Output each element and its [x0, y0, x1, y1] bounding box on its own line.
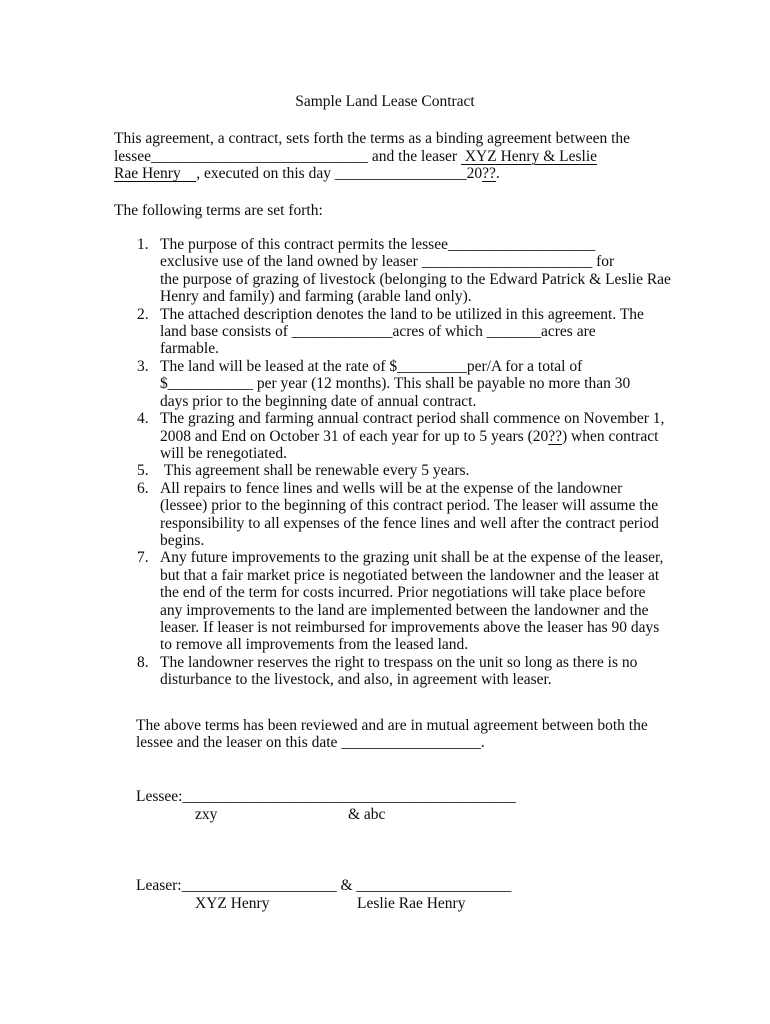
- text-segment: days prior to the beginning date of annual contract.: [160, 392, 477, 410]
- text-line: [160, 236, 671, 253]
- item-number: 4.: [137, 410, 149, 428]
- item-number: 6.: [137, 479, 149, 497]
- item-body: [160, 358, 670, 410]
- blank-field[interactable]: ___________________: [447, 236, 596, 254]
- text-line: [160, 306, 670, 323]
- text-segment: farmable.: [160, 340, 219, 358]
- leaser-coname-label: Leslie Rae Henry: [357, 894, 466, 912]
- text-segment: responsibility to all expenses of the fence lines and well after the contract period: [160, 514, 659, 532]
- blank-field[interactable]: _________________: [334, 165, 467, 183]
- text-line: [136, 788, 670, 805]
- text-line: [160, 410, 670, 427]
- text-segment: ) when contract: [562, 427, 659, 445]
- text-segment: will be renegotiated.: [160, 444, 287, 462]
- item-number: 5.: [137, 462, 149, 480]
- text-segment: Henry and family) and farming (arable land only).: [160, 288, 472, 306]
- text-segment: 20: [466, 165, 483, 183]
- text-line: [160, 654, 670, 671]
- blank-field[interactable]: __________________: [341, 734, 481, 751]
- blank-field[interactable]: ____________________: [356, 877, 512, 895]
- terms-list: [137, 236, 670, 689]
- lessee-signature-labels: [136, 806, 670, 823]
- text-segment: Any future improvements to the grazing unit shall be at the expense of the leaser,: [160, 549, 664, 567]
- term-item: [137, 480, 670, 550]
- text-line: [160, 602, 670, 619]
- term-item: [137, 236, 670, 306]
- text-line: [136, 734, 670, 751]
- blank-field[interactable]: _______: [486, 323, 541, 341]
- item-number: 2.: [137, 305, 149, 323]
- leaser-signature-labels: [136, 895, 670, 912]
- text-segment: 2008 and End on October 31 of each year for up to 5 years (20: [160, 427, 549, 445]
- term-item: [137, 358, 670, 410]
- item-body: [160, 480, 670, 550]
- text-segment: Leaser:: [136, 877, 182, 895]
- item-body: [160, 654, 670, 689]
- text-line: [160, 253, 671, 270]
- text-line: [160, 532, 670, 549]
- blank-field[interactable]: _________: [397, 357, 467, 375]
- text-line: [160, 428, 670, 445]
- item-number: 7.: [137, 549, 149, 567]
- text-segment: The landowner reserves the right to trespass on the unit so long as there is no: [160, 653, 638, 671]
- text-line: [160, 497, 670, 514]
- text-line: [160, 393, 670, 410]
- text-line: [160, 515, 670, 532]
- text-line: [136, 717, 670, 734]
- text-line: [160, 271, 671, 288]
- term-item: [137, 549, 670, 653]
- text-segment: but that a fair market price is negotiated between the landowner and the leaser at: [160, 566, 660, 584]
- text-line: [136, 877, 670, 894]
- filled-value: ??: [482, 165, 496, 183]
- closing-paragraph: [136, 717, 670, 752]
- text-segment: Lessee:: [136, 788, 183, 806]
- text-segment: disturbance to the livestock, and also, in agreement with leaser.: [160, 671, 552, 689]
- text-segment: , executed on this day: [196, 165, 335, 183]
- text-line: [160, 462, 670, 479]
- text-segment: (lessee) prior to the beginning of this contract period. The leaser will assume the: [160, 497, 659, 515]
- item-body: [160, 410, 670, 462]
- lessee-name-label: zxy: [195, 805, 218, 823]
- text-line: [160, 636, 670, 653]
- text-segment: the purpose of grazing of livestock (belonging to the Edward Patrick & Leslie Rae: [160, 270, 671, 288]
- text-segment: to remove all improvements from the leased land.: [160, 636, 469, 654]
- terms-heading: The following terms are set forth:: [114, 201, 323, 219]
- text-segment: All repairs to fence lines and wells will be at the expense of the landowner: [160, 479, 623, 497]
- text-line: [160, 619, 670, 636]
- item-body: [160, 236, 671, 306]
- term-item: [137, 462, 670, 479]
- leaser-name-label: XYZ Henry: [195, 894, 270, 912]
- item-body: [160, 549, 670, 653]
- item-number: 1.: [137, 236, 149, 254]
- text-segment: land base consists of: [160, 323, 292, 341]
- blank-field[interactable]: ____________________________: [151, 147, 369, 165]
- text-segment: This agreement shall be renewable every 5 years.: [160, 462, 470, 480]
- text-segment: the end of the term for costs incurred. Prior negotiations will take place before: [160, 584, 646, 602]
- text-line: [160, 480, 670, 497]
- text-segment: begins.: [160, 531, 205, 549]
- text-line: [160, 323, 670, 340]
- text-segment: lessee: [114, 147, 152, 165]
- lessee-coname-label: & abc: [348, 805, 386, 823]
- text-line: [160, 671, 670, 688]
- text-segment: and the leaser: [368, 147, 461, 165]
- text-line: [160, 549, 670, 566]
- text-line: [160, 340, 670, 357]
- text-line: [160, 288, 671, 305]
- blank-field[interactable]: ___________________________________________: [182, 788, 516, 806]
- filled-value: XYZ Henry & Leslie: [460, 147, 598, 165]
- text-segment: The purpose of this contract permits the lessee: [160, 236, 448, 254]
- text-segment: This agreement, a contract, sets forth the terms as a binding agreement between the: [114, 130, 631, 148]
- text-line: [114, 130, 670, 147]
- text-segment: .: [495, 165, 500, 183]
- blank-field[interactable]: ___________: [167, 375, 253, 393]
- leaser-signature-line: [136, 877, 670, 894]
- term-item: [137, 410, 670, 462]
- text-segment: &: [336, 877, 357, 895]
- text-line: [160, 445, 670, 462]
- term-item: [137, 654, 670, 689]
- intro-paragraph: [114, 130, 670, 182]
- text-segment: The grazing and farming annual contract period shall commence on November 1,: [160, 410, 665, 428]
- filled-value: ??: [548, 427, 562, 445]
- blank-field[interactable]: ______________________: [421, 253, 593, 271]
- lessee-signature-line: [136, 788, 670, 805]
- text-segment: $: [160, 375, 168, 393]
- text-segment: The above terms has been reviewed and are in mutual agreement between both the: [136, 716, 648, 734]
- item-number: 8.: [137, 653, 149, 671]
- text-segment: .: [480, 734, 485, 751]
- text-line: [114, 165, 670, 182]
- text-segment: acres are: [540, 323, 596, 341]
- text-segment: acres of which: [392, 323, 487, 341]
- text-line: [160, 358, 670, 375]
- text-segment: any improvements to the land are implemented between the landowner and the: [160, 601, 649, 619]
- text-segment: exclusive use of the land owned by leaser: [160, 253, 422, 271]
- term-item: [137, 306, 670, 358]
- item-body: [160, 306, 670, 358]
- text-segment: for: [592, 253, 615, 271]
- text-segment: The land will be leased at the rate of $: [160, 357, 398, 375]
- text-segment: per/A for a total of: [466, 357, 583, 375]
- text-line: [160, 375, 670, 392]
- text-segment: leaser. If leaser is not reimbursed for improvements above the leaser has 90 days: [160, 618, 660, 636]
- text-segment: lessee and the leaser on this date: [136, 734, 342, 751]
- document-title: Sample Land Lease Contract: [295, 93, 475, 110]
- text-segment: The attached description denotes the land to be utilized in this agreement. The: [160, 305, 644, 323]
- blank-field[interactable]: ____________________: [181, 877, 337, 895]
- text-segment: per year (12 months). This shall be payable no more than 30: [253, 375, 631, 393]
- text-line: [114, 148, 670, 165]
- filled-value: Rae Henry: [114, 165, 197, 183]
- item-number: 3.: [137, 357, 149, 375]
- item-body: [160, 462, 670, 479]
- text-line: [160, 567, 670, 584]
- blank-field[interactable]: _____________: [291, 323, 393, 341]
- text-line: [160, 584, 670, 601]
